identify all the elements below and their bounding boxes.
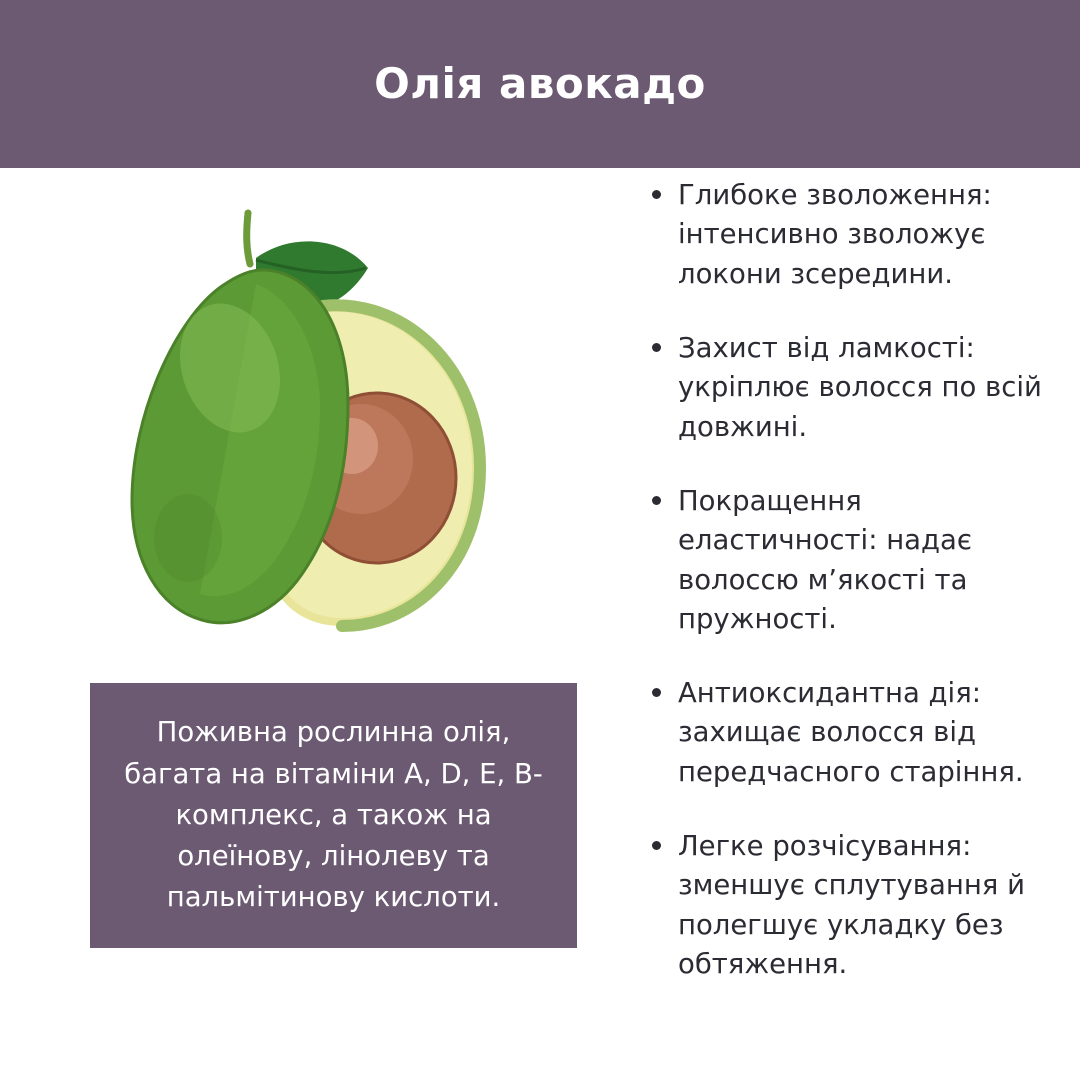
avocado-illustration bbox=[80, 178, 550, 648]
benefits-column bbox=[630, 168, 1050, 1080]
info-box-text: Поживна рослинна олія, багата на вітаміни A, D, E, B-комплекс, а також на олеїнову, лінолеву та пальмітинову кислоти. bbox=[124, 716, 543, 914]
header-banner bbox=[0, 0, 1080, 168]
bullet-icon bbox=[652, 343, 661, 352]
list-item-text: Антиоксидантна дія: захищає волосся від передчасного старіння. bbox=[678, 677, 1024, 788]
list-item bbox=[630, 176, 1050, 294]
list-item bbox=[630, 674, 1050, 792]
list-item-text: Покращення еластичності: надає волоссю м’якості та пружності. bbox=[678, 484, 972, 635]
list-item bbox=[630, 482, 1050, 639]
list-item bbox=[630, 827, 1050, 984]
bullet-icon bbox=[652, 496, 661, 505]
avocado-icon bbox=[80, 178, 550, 648]
page-title: Олія авокадо bbox=[374, 58, 706, 108]
list-item-text: Глибоке зволоження: інтенсивно зволожує локони зсередини. bbox=[678, 179, 992, 290]
list-item-text: Захист від ламкості: укріплює волосся по всій довжині. bbox=[678, 331, 1042, 443]
bullet-icon bbox=[652, 841, 661, 850]
left-column bbox=[0, 168, 600, 1080]
list-item bbox=[630, 329, 1050, 447]
bullet-icon bbox=[652, 190, 661, 199]
info-box bbox=[90, 683, 577, 948]
list-item-text: Легке розчісування: зменшує сплутування й полегшує укладку без обтяження. bbox=[678, 830, 1025, 980]
bullet-icon bbox=[652, 688, 661, 697]
benefits-list bbox=[630, 176, 1050, 984]
